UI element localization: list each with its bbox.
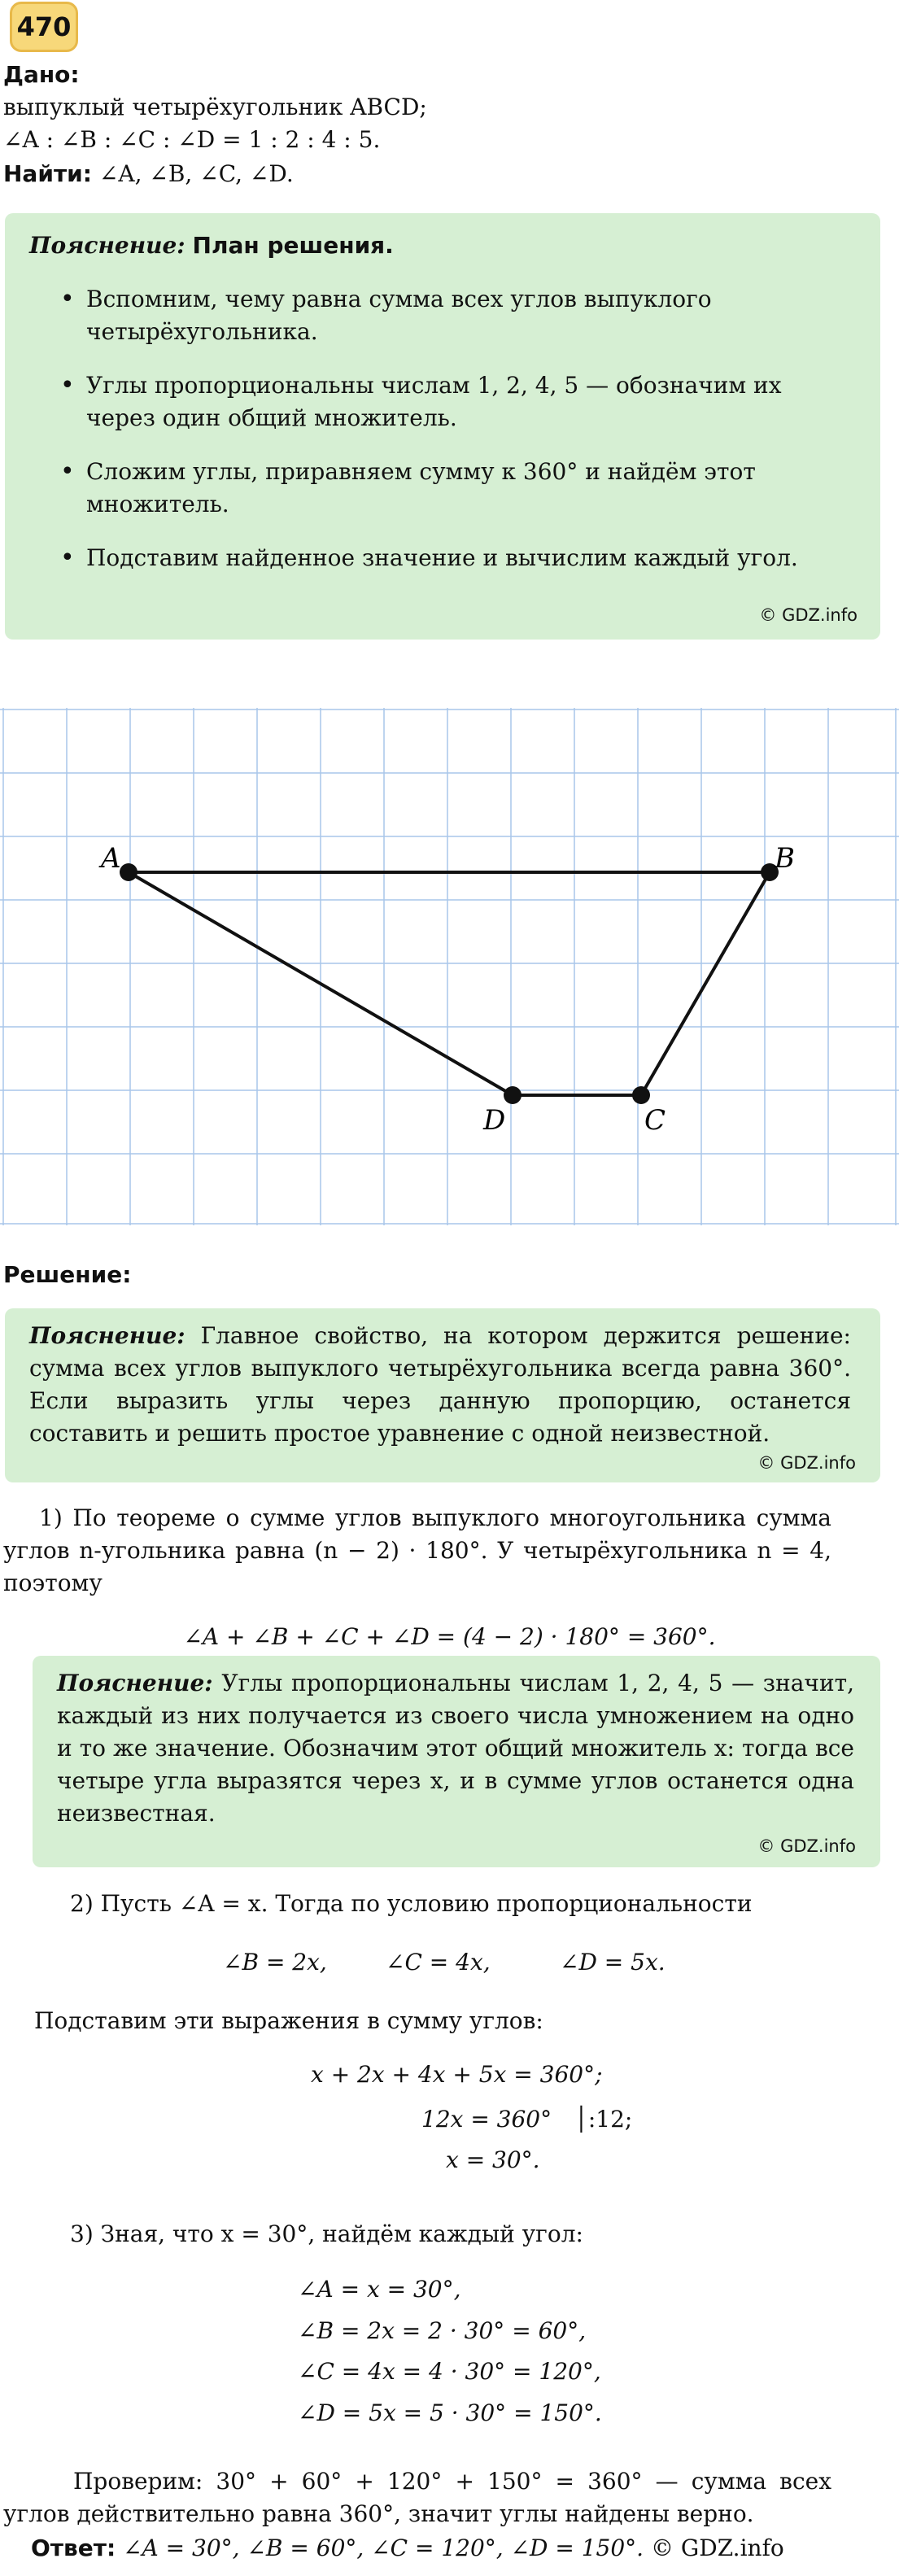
step-2-f3: ∠D = 5x.: [560, 1949, 666, 1976]
vertex-a: [120, 863, 137, 881]
label-b: B: [775, 842, 795, 875]
solution-label: Решение:: [3, 1261, 132, 1288]
quadrilateral-figure: [0, 708, 899, 1225]
plan-item: • Углы пропорциональны числам 1, 2, 4, 5 — обозначим их через один общий множитель.: [29, 369, 851, 434]
step-2-eq3: x = 30°.: [446, 2146, 540, 2173]
note-box-2: [33, 1656, 880, 1867]
answer-text: ∠A = 30°, ∠B = 60°, ∠C = 120°, ∠D = 150°.: [123, 2535, 644, 2561]
find-text: ∠A, ∠B, ∠C, ∠D.: [98, 160, 294, 187]
label-c: C: [644, 1104, 666, 1137]
grid-lines: [0, 708, 899, 1225]
answer-line: [31, 2532, 784, 2565]
step-2-text: 2) Пусть ∠A = x. Тогда по условию пропорциональности: [70, 1890, 753, 1917]
step-3-c: ∠C = 4x = 4 · 30° = 120°,: [298, 2358, 601, 2385]
vertex-c: [632, 1086, 650, 1104]
note-1-title: Пояснение:: [29, 1322, 185, 1349]
step-1-text: 1) По теореме о сумме углов выпуклого многоугольника сумма углов n-угольника равна (n − 2) · 180°. У четырёхугольника n = 4, поэтому: [3, 1504, 831, 1596]
step-3-a: ∠A = x = 30°,: [298, 2276, 461, 2303]
check-text: Проверим: 30° + 60° + 120° + 150° = 360° — сумма всех углов действительно равна 360°, значит углы найдены верно.: [3, 2468, 831, 2527]
problem-number-badge: 470: [10, 2, 78, 52]
side-bc: [641, 872, 770, 1095]
find-line: [3, 158, 294, 190]
plan-box: [5, 213, 880, 640]
step-2-eq1: x + 2x + 4x + 5x = 360°;: [311, 2061, 603, 2088]
answer-label: Ответ:: [31, 2535, 116, 2561]
quadrilateral-sides: [129, 872, 770, 1095]
step-2-eq2: 12x = 360°: [421, 2106, 552, 2133]
step-3-text: 3) Зная, что x = 30°, найдём каждый угол:: [70, 2220, 583, 2247]
note-2-body: Углы пропорциональны числам 1, 2, 4, 5 — значит, каждый из них получается из своего числа умножением на одно и то же значение. Обозначим этот общий множитель x: тогда все четыре угла выразятся через x, и в сумме углов останется одна неизвестная.: [57, 1670, 854, 1827]
note-2-copyright: © GDZ.info: [757, 1836, 856, 1856]
given-label: Дано:: [3, 61, 80, 88]
plan-title-rest: План решения.: [192, 232, 394, 259]
plan-copyright: © GDZ.info: [759, 605, 858, 625]
figure-svg: [0, 708, 899, 1225]
find-label: Найти:: [3, 160, 92, 187]
note-1-copyright: © GDZ.info: [757, 1453, 856, 1473]
note-2-text: [57, 1667, 854, 1830]
label-d: D: [483, 1104, 506, 1137]
plan-list: [29, 283, 851, 574]
given-line-1: выпуклый четырёхугольник ABCD;: [3, 94, 427, 120]
plan-item: • Вспомним, чему равна сумма всех углов выпуклого четырёхугольника.: [29, 283, 851, 348]
label-a: A: [101, 842, 121, 875]
plan-title-italic: Пояснение:: [29, 232, 185, 259]
note-1-text: [29, 1320, 851, 1450]
plan-item: • Подставим найденное значение и вычислим каждый угол.: [29, 542, 851, 574]
step-2-subst: Подставим эти выражения в сумму углов:: [34, 2007, 543, 2034]
step-2-eq2-divisor: │:12;: [574, 2106, 633, 2133]
step-3-d: ∠D = 5x = 5 · 30° = 150°.: [298, 2399, 602, 2426]
note-box-1: [5, 1308, 880, 1482]
answer-copyright: © GDZ.info: [651, 2535, 784, 2561]
step-1-formula: [0, 1621, 899, 1653]
note-1-body: Главное свойство, на котором держится решение: сумма всех углов выпуклого четырёхугольника всегда равна 360°. Если выразить углы через данную пропорцию, останется составить и решить простое уравнение с одной неизвестной.: [29, 1322, 851, 1447]
step-3-b: ∠B = 2x = 2 · 30° = 60°,: [298, 2317, 587, 2344]
note-2-title: Пояснение:: [57, 1670, 213, 1696]
step-2-f1: ∠B = 2x,: [223, 1949, 327, 1976]
given-line-2: ∠A : ∠B : ∠C : ∠D = 1 : 2 : 4 : 5.: [3, 126, 381, 153]
plan-item: • Сложим углы, приравняем сумму к 360° и найдём этот множитель.: [29, 456, 851, 521]
vertex-d: [504, 1086, 522, 1104]
step-2-f2: ∠C = 4x,: [386, 1949, 491, 1976]
plan-title: [29, 229, 851, 262]
step-1-formula-text: ∠A + ∠B + ∠C + ∠D = (4 − 2) · 180° = 360°.: [183, 1623, 716, 1650]
